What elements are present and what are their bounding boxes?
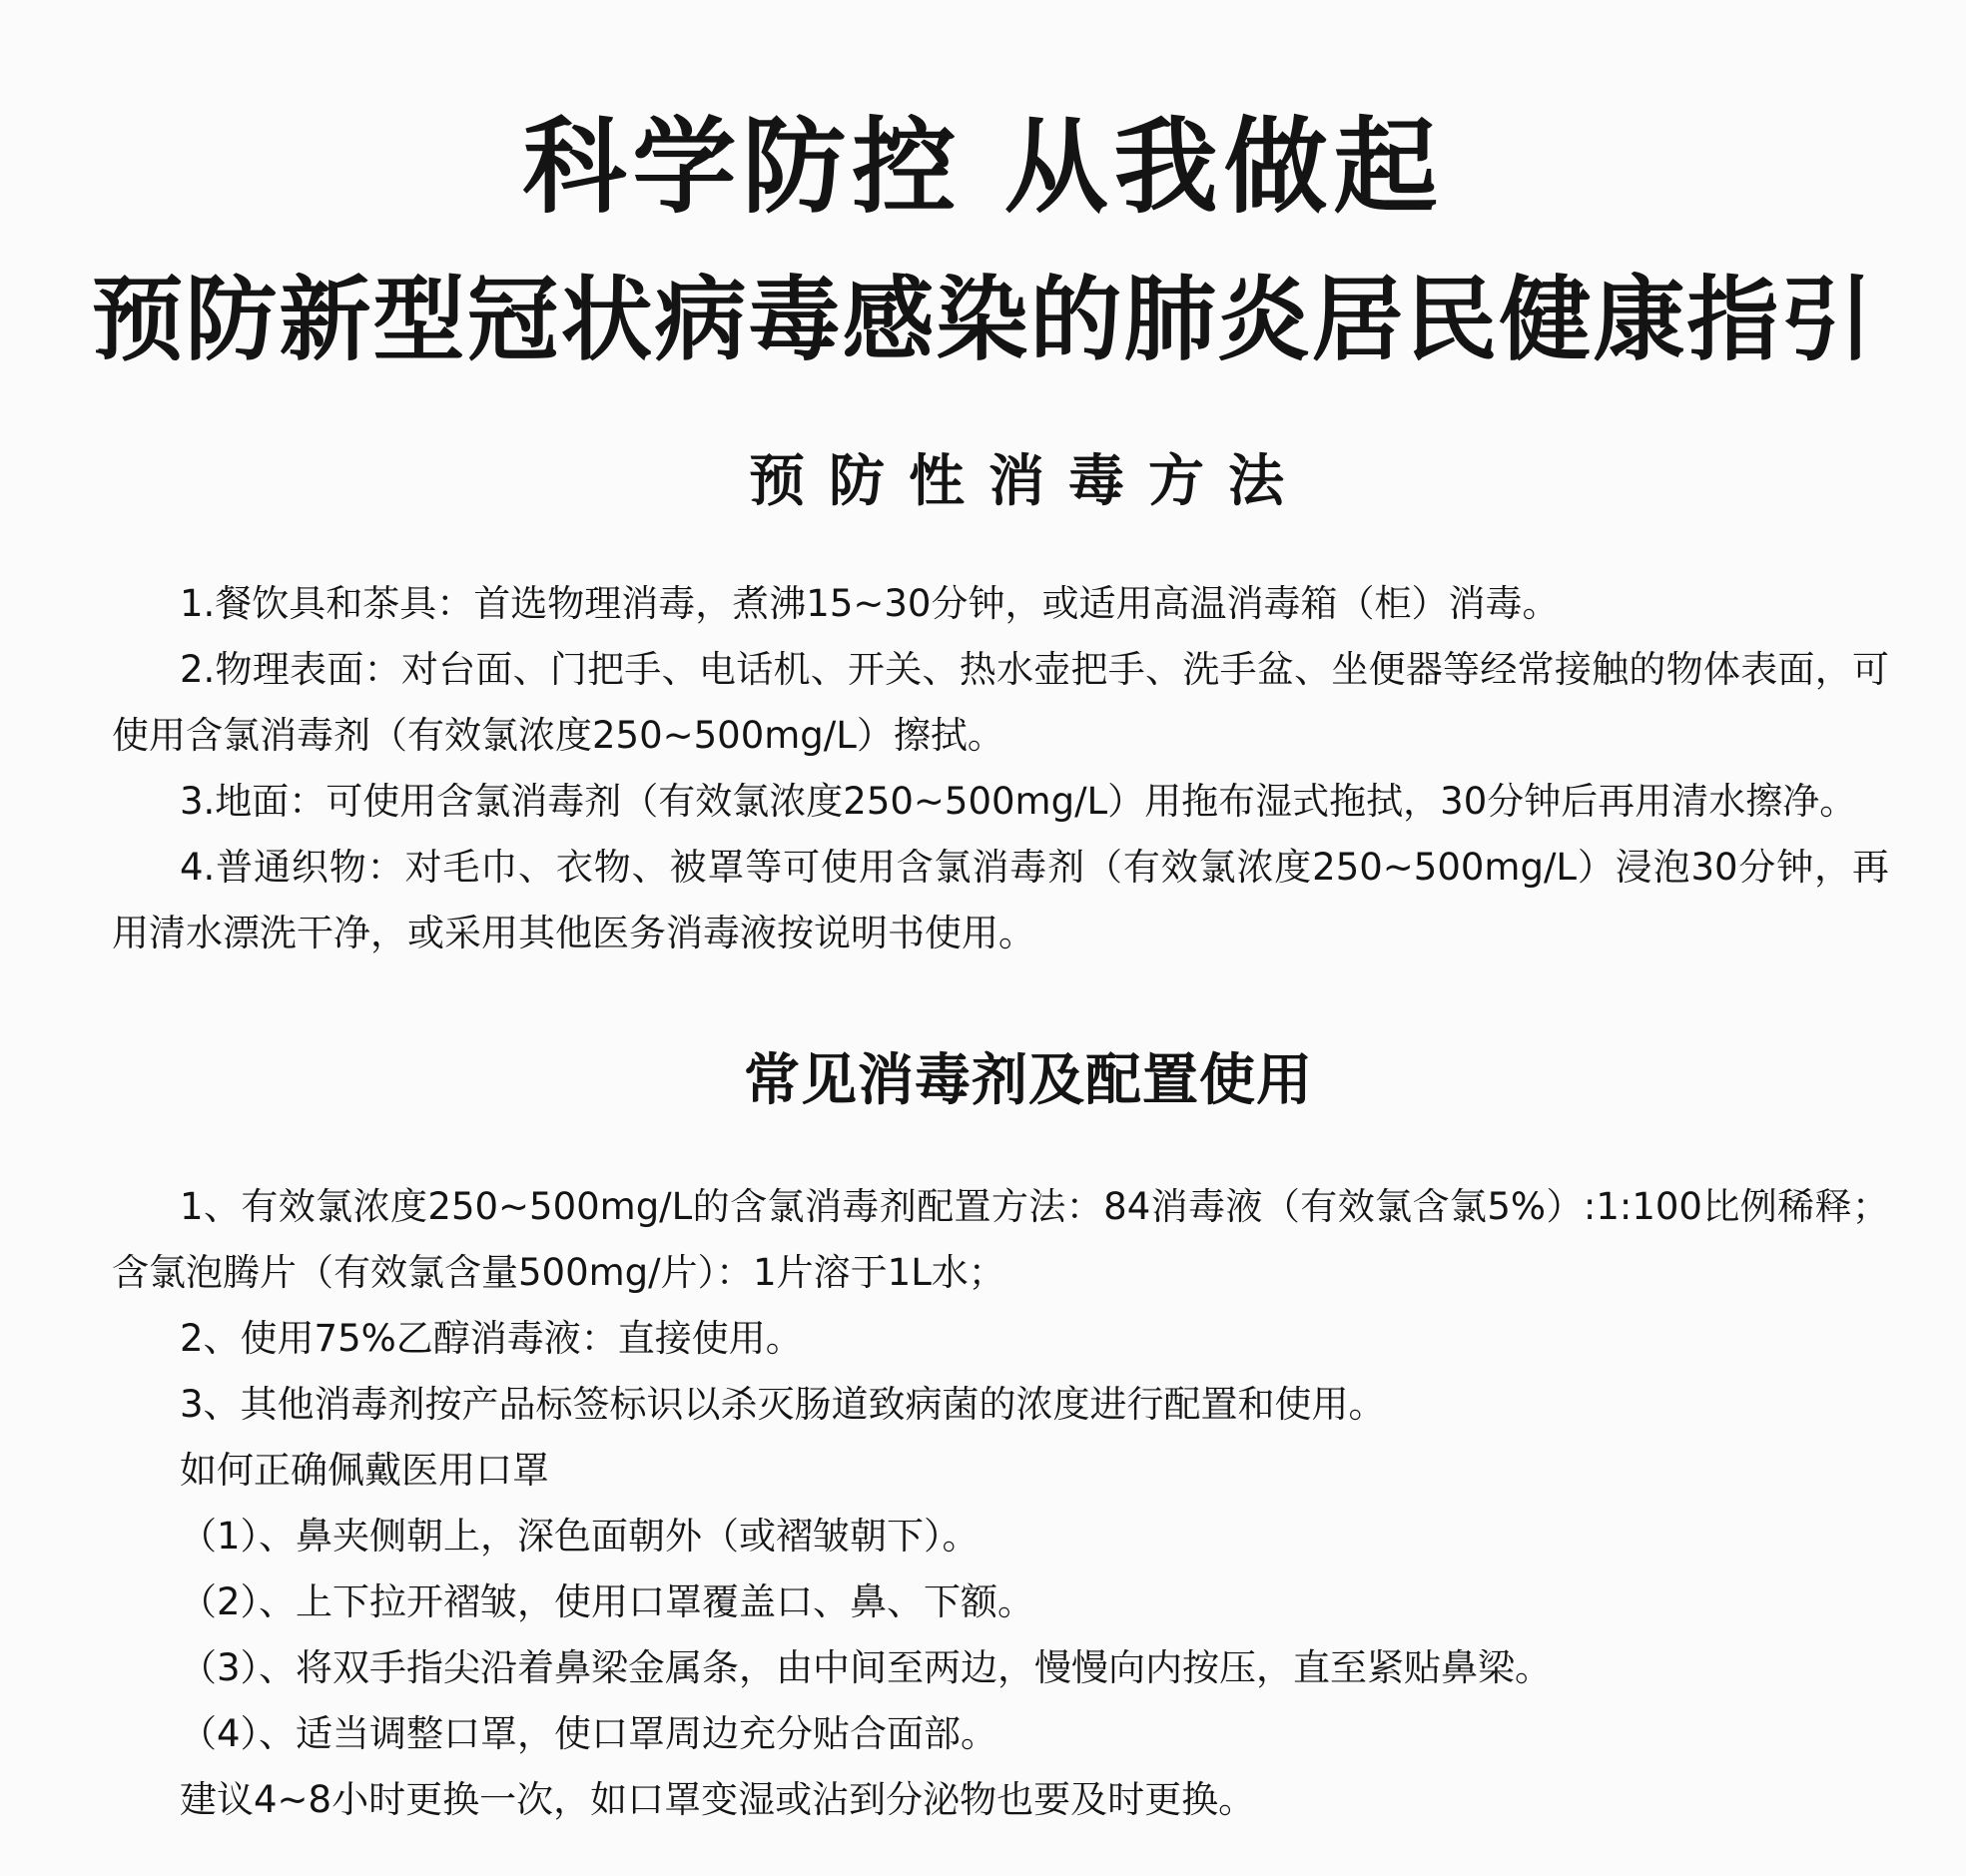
list-item: 1.餐饮具和茶具：首选物理消毒，煮沸15~30分钟，或适用高温消毒箱（柜）消毒。 — [180, 582, 1560, 625]
section-heading-disinfectants: 常见消毒剂及配置使用 — [744, 1048, 1313, 1113]
replace-note: 建议4~8小时更换一次，如口罩变湿或沾到分泌物也要及时更换。 — [180, 1778, 1256, 1821]
list-item: 2、使用75%乙醇消毒液：直接使用。 — [180, 1317, 803, 1360]
main-title: 科学防控 从我做起 — [522, 106, 1444, 228]
list-item: 3.地面：可使用含氯消毒剂（有效氯浓度250~500mg/L）用拖布湿式拖拭，30分钟后再用清水擦净。 — [180, 780, 1857, 823]
subtitle: 预防新型冠状病毒感染的肺炎居民健康指引 — [91, 267, 1875, 373]
mask-step: （1）、鼻夹侧朝上，深色面朝外（或褶皱朝下）。 — [180, 1515, 980, 1558]
disinfection-methods-list — [112, 571, 1889, 966]
mask-step: （2）、上下拉开褶皱，使用口罩覆盖口、鼻、下额。 — [180, 1580, 1035, 1623]
mask-step: （3）、将双手指尖沿着鼻梁金属条，由中间至两边，慢慢向内按压，直至紧贴鼻梁。 — [180, 1646, 1553, 1689]
section-heading-disinfection-methods: 预防性消毒方法 — [749, 449, 1308, 514]
mask-heading: 如何正确佩戴医用口罩 — [180, 1449, 549, 1492]
list-item: 4.普通织物：对毛巾、衣物、被罩等可使用含氯消毒剂（有效氯浓度250~500mg/L）浸泡30分钟，再用清水漂洗干净，或采用其他医务消毒液按说明书使用。 — [112, 846, 1889, 954]
list-item: 1、有效氯浓度250~500mg/L的含氯消毒剂配置方法：84消毒液（有效氯含氯5%）:1:100比例稀释；含氯泡腾片（有效氯含量500mg/片）：1片溶于1L水； — [112, 1185, 1889, 1294]
list-item: 3、其他消毒剂按产品标签标识以杀灭肠道致病菌的浓度进行配置和使用。 — [180, 1383, 1386, 1426]
mask-step: （4）、适当调整口罩，使口罩周边充分贴合面部。 — [180, 1712, 998, 1755]
list-item: 2.物理表面：对台面、门把手、电话机、开关、热水壶把手、洗手盆、坐便器等经常接触的物体表面，可使用含氯消毒剂（有效氯浓度250~500mg/L）擦拭。 — [112, 648, 1889, 757]
disinfectants-list — [112, 1174, 1889, 1833]
